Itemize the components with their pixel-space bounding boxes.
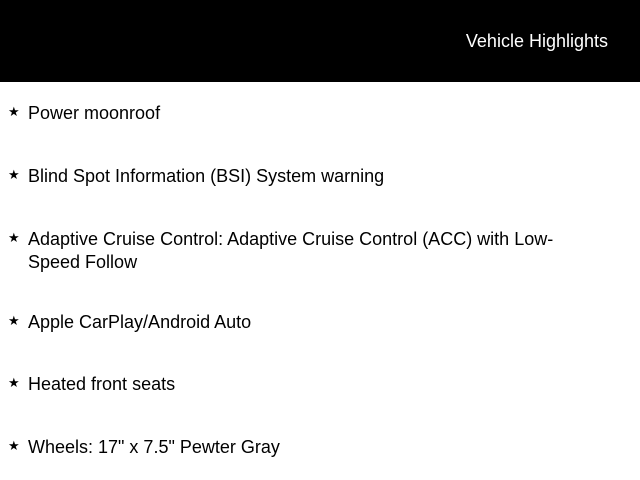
page-title: Vehicle Highlights: [465, 31, 608, 51]
star-icon: ★: [8, 313, 20, 328]
list-item-label: Blind Spot Information (BSI) System warning: [28, 166, 385, 186]
star-icon: ★: [8, 104, 20, 119]
list-item-label: Heated front seats: [28, 374, 176, 394]
list-item-label: Wheels: 17" x 7.5" Pewter Gray: [28, 437, 280, 457]
star-icon: ★: [8, 230, 20, 245]
list-item-label: Power moonroof: [28, 103, 161, 123]
list-item-label: Adaptive Cruise Control: Adaptive Cruise Control (ACC) with Low-Speed Follow: [28, 229, 554, 272]
star-icon: ★: [8, 167, 20, 182]
star-icon: ★: [8, 438, 20, 453]
star-icon: ★: [8, 375, 20, 390]
list-item-label: Apple CarPlay/Android Auto: [28, 312, 252, 332]
